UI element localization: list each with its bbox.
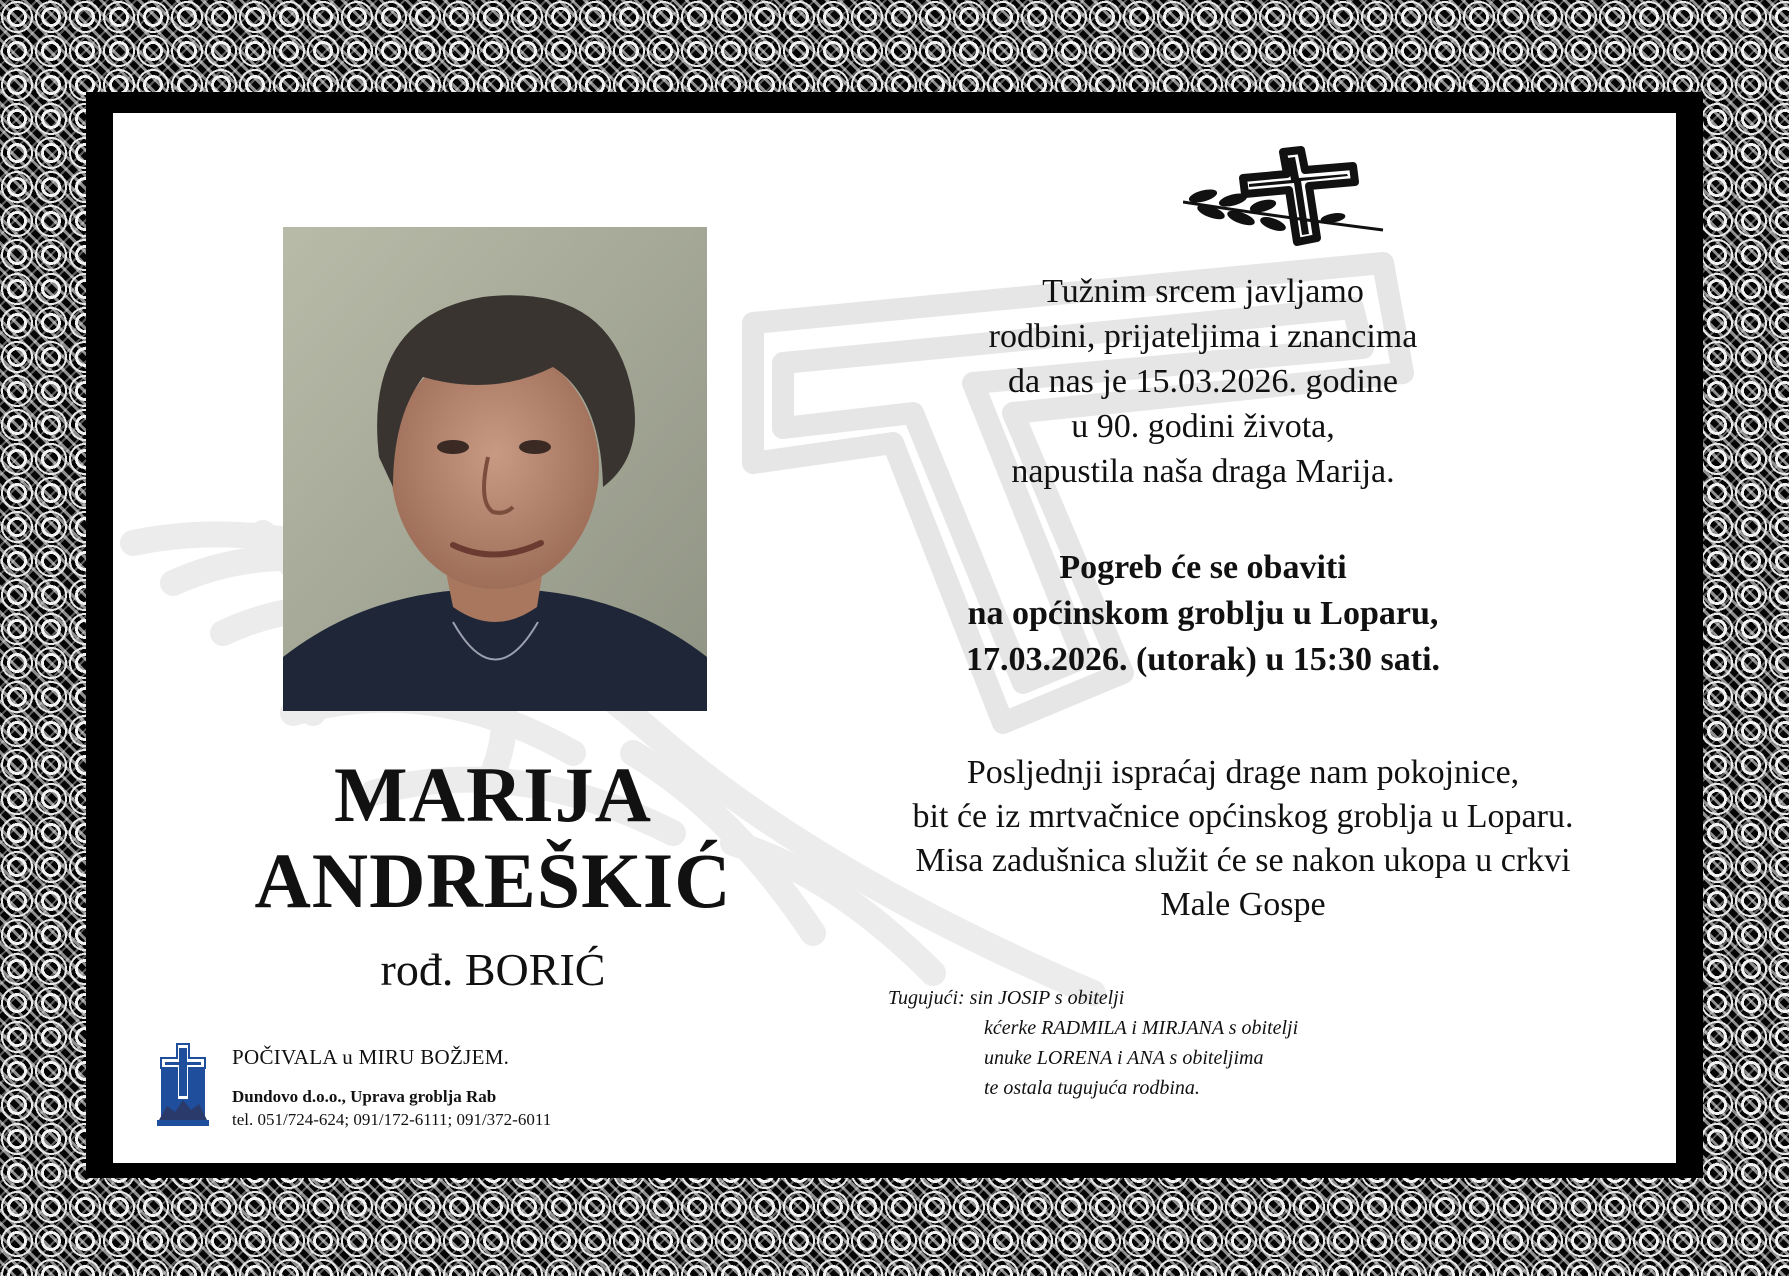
cross-with-olive-branch-icon (1183, 146, 1393, 250)
announcement-line: rodbini, prijateljima i znancima (988, 318, 1418, 355)
deceased-maiden-name: rođ. BORIĆ (380, 944, 606, 995)
deceased-first-name: MARIJA (334, 751, 652, 838)
portrait-photo (283, 227, 707, 711)
mourners-label: Tugujući: (888, 987, 965, 1009)
funeral-info (873, 545, 1533, 683)
announcement-text (873, 269, 1533, 494)
portrait-image (283, 227, 707, 711)
company-name: Dundovo d.o.o., Uprava groblja Rab (232, 1087, 497, 1106)
funeral-line: na općinskom groblju u Loparu, (967, 595, 1439, 632)
mourner-line: kćerke RADMILA i MIRJANA s obitelji (984, 1017, 1299, 1039)
mourners-list (888, 983, 1298, 1103)
funeral-line: 17.03.2026. (utorak) u 15:30 sati. (965, 641, 1441, 678)
liturgy-line: Misa zadušnica služit će se nakon ukopa u crkvi (915, 842, 1571, 879)
obituary-panel (113, 113, 1676, 1163)
liturgy-info (853, 751, 1633, 927)
announcement-line: napustila naša draga Marija. (1011, 453, 1395, 490)
announcement-line: da nas je 15.03.2026. godine (1008, 363, 1398, 400)
announcement-line: Tužnim srcem javljamo (1042, 273, 1364, 310)
dundovo-logo (153, 1040, 213, 1128)
deceased-last-name: ANDREŠKIĆ (254, 837, 732, 924)
mourner-line: sin JOSIP s obitelji (969, 987, 1125, 1009)
liturgy-line: Male Gospe (1160, 886, 1326, 923)
funeral-line: Pogreb će se obaviti (1059, 549, 1347, 586)
mourners-first-row (888, 983, 1298, 1013)
mourner-line: te ostala tugujuća rodbina. (984, 1077, 1200, 1099)
announcement-line: u 90. godini života, (1071, 408, 1335, 445)
company-phones: tel. 051/724-624; 091/172-6111; 091/372-6011 (232, 1110, 552, 1129)
company-info (232, 1085, 551, 1131)
mourner-line: unuke LORENA i ANA s obiteljima (984, 1047, 1264, 1069)
liturgy-line: Posljednji ispraćaj drage nam pokojnice, (966, 754, 1520, 791)
liturgy-line: bit će iz mrtvačnice općinskog groblja u Loparu. (912, 798, 1574, 835)
rip-text: POČIVALA u MIRU BOŽJEM. (232, 1045, 510, 1069)
